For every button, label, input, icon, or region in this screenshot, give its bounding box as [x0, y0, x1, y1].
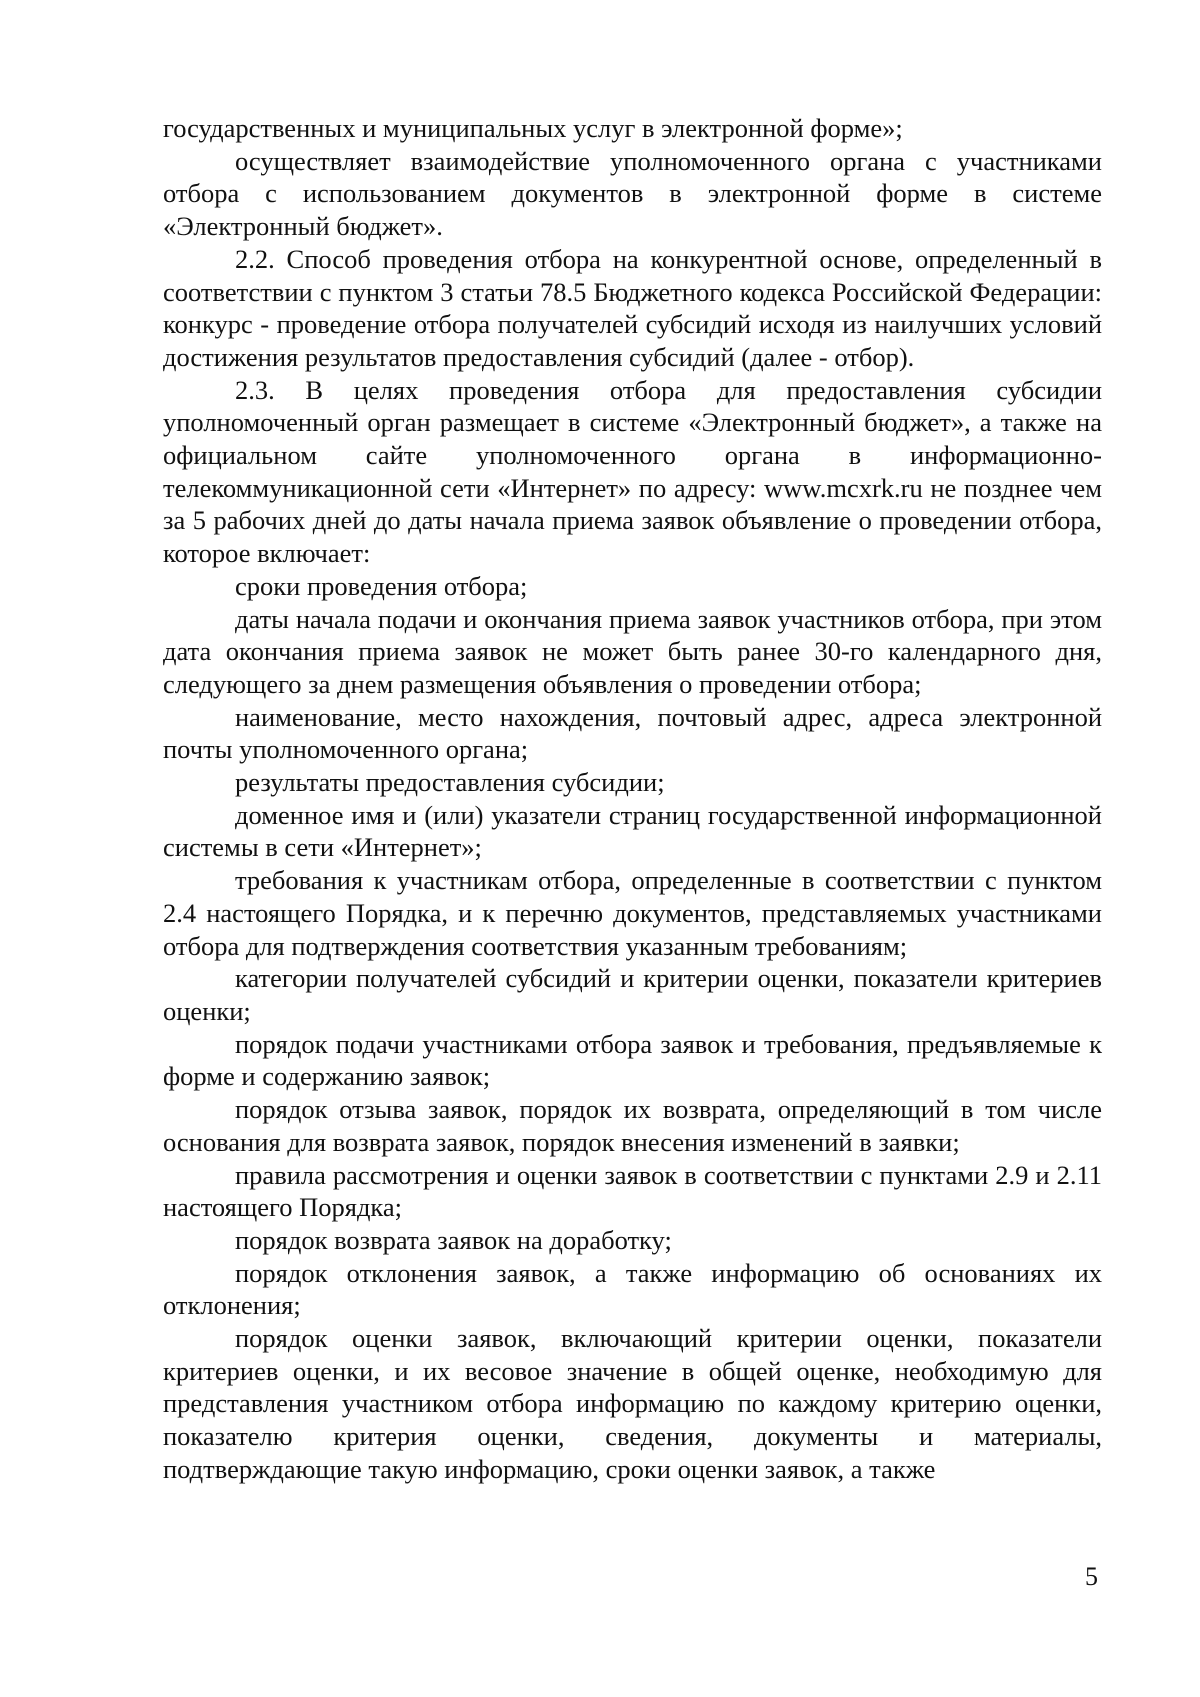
paragraph-section-2-3: 2.3. В целях проведения отбора для предоставления субсидии уполномоченный орган размещает в системе «Электронный бюджет», а также на официальном сайте уполномоченного органа в информационно-телекоммуникационной сети «Интернет» по адресу: www.mcxrk.ru не позднее чем за 5 рабочих дней до даты начала приема заявок объявление о проведении отбора, которое включает:: [163, 374, 1102, 569]
list-item: порядок отзыва заявок, порядок их возврата, определяющий в том числе основания для возврата заявок, порядок внесения изменений в заявки;: [163, 1094, 1102, 1157]
list-item: наименование, место нахождения, почтовый адрес, адреса электронной почты уполномоченного органа;: [163, 701, 1102, 765]
paragraph-section-2-2: 2.2. Способ проведения отбора на конкурентной основе, определенный в соответствии с пунктом 3 статьи 78.5 Бюджетного кодекса Российской Федерации: конкурс - проведение отбора получателей субсидий исходя из наилучших условий достижения результатов предоставления субсидий (далее - отбор).: [163, 243, 1102, 372]
list-item: правила рассмотрения и оценки заявок в соответствии с пунктами 2.9 и 2.11 настоящего Порядка;: [163, 1159, 1102, 1223]
list-item: порядок оценки заявок, включающий критерии оценки, показатели критериев оценки, и их весовое значение в общей оценке, необходимую для представления участником отбора информацию по каждому критерию оценки, показателю критерия оценки, сведения, документы и материалы, подтверждающие такую информацию, сроки оценки заявок, а также: [163, 1323, 1102, 1484]
list-item: порядок подачи участниками отбора заявок и требования, предъявляемые к форме и содержанию заявок;: [163, 1028, 1102, 1092]
list-item: сроки проведения отбора;: [235, 570, 528, 601]
paragraph: осуществляет взаимодействие уполномоченного органа с участниками отбора с использованием документов в электронной форме в системе «Электронный бюджет».: [163, 145, 1102, 242]
document-body: [163, 112, 1102, 1486]
list-item: даты начала подачи и окончания приема заявок участников отбора, при этом дата окончания приема заявок не может быть ранее 30-го календарного дня, следующего за днем размещения объявления о проведении отбора;: [163, 603, 1102, 699]
list-item: категории получателей субсидий и критерии оценки, показатели критериев оценки;: [163, 963, 1102, 1026]
list-item: требования к участникам отбора, определенные в соответствии с пунктом 2.4 настоящего Порядка, и к перечню документов, представляемых участниками отбора для подтверждения соответствия указанным требованиям;: [163, 865, 1102, 961]
list-item: доменное имя и (или) указатели страниц государственной информационной системы в сети «Интернет»;: [163, 799, 1102, 863]
list-item: порядок отклонения заявок, а также информацию об основаниях их отклонения;: [163, 1257, 1102, 1321]
paragraph: государственных и муниципальных услуг в электронной форме»;: [163, 113, 903, 143]
list-item: порядок возврата заявок на доработку;: [235, 1224, 672, 1255]
list-item: результаты предоставления субсидии;: [235, 767, 665, 798]
page-number: 5: [1085, 1562, 1098, 1591]
